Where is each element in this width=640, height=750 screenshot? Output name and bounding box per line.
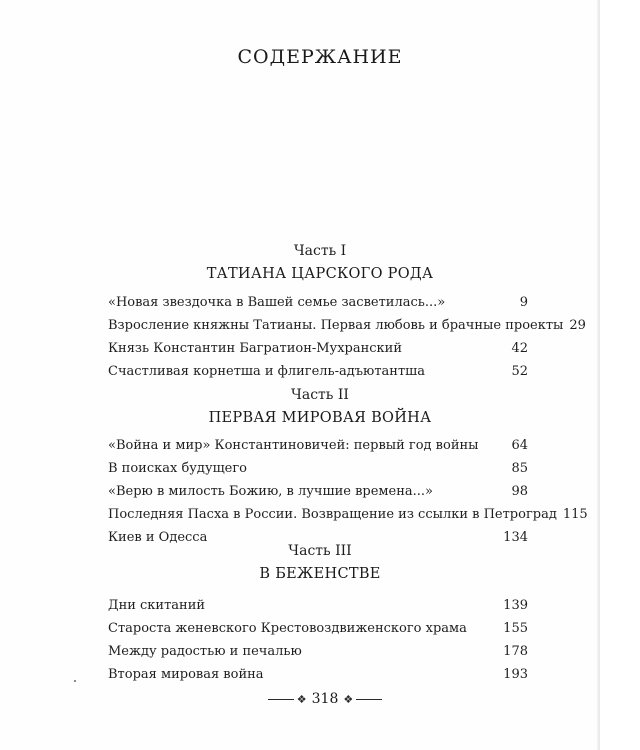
- page-edge-shadow: [597, 0, 600, 750]
- toc-entry-title: Староста женевского Крестовоздвиженского храма: [108, 621, 467, 636]
- toc-entry: [108, 594, 528, 617]
- part-2-heading: [0, 387, 640, 428]
- toc-entry-page: 29: [569, 318, 586, 333]
- page-number: 318: [311, 691, 339, 707]
- toc-entry-page: 9: [519, 295, 528, 310]
- part-3-title: В БЕЖЕНСТВЕ: [259, 566, 381, 582]
- part-2-label: Часть II: [291, 387, 349, 403]
- ornament-line-left: [268, 699, 294, 700]
- toc-entry-title: Взросление княжны Татианы. Первая любовь и брачные проекты: [108, 318, 564, 333]
- toc-entry: [108, 314, 586, 337]
- toc-entry-page: 64: [511, 438, 528, 453]
- toc-entry-title: Последняя Пасха в России. Возвращение из ссылки в Петроград: [108, 507, 557, 522]
- page-footer: [255, 689, 395, 709]
- toc-entry: [108, 434, 528, 457]
- toc-entry-page: 98: [511, 484, 528, 499]
- ornament-right-icon: ❖: [343, 692, 354, 706]
- ornament-line-right: [356, 699, 382, 700]
- toc-entry-title: «Война и мир» Константиновичей: первый год войны: [108, 438, 479, 453]
- toc-entry-title: «Верю в милость Божию, в лучшие времена...»: [108, 484, 433, 499]
- toc-entry: [108, 663, 528, 686]
- part-1-label: Часть I: [293, 243, 347, 259]
- page-title: СОДЕРЖАНИЕ: [237, 46, 403, 68]
- part-3-label: Часть III: [288, 543, 352, 559]
- toc-entry-page: 115: [562, 507, 588, 522]
- toc-entry-title: Вторая мировая война: [108, 667, 264, 682]
- toc-entry-title: Между радостью и печалью: [108, 644, 302, 659]
- part-1-entries: [108, 291, 586, 383]
- toc-entry-page: 42: [511, 341, 528, 356]
- toc-entry: [108, 640, 528, 663]
- toc-entry: [108, 337, 528, 360]
- part-2-entries: [108, 434, 588, 549]
- toc-entry-page: 85: [511, 461, 528, 476]
- toc-entry-page: 193: [503, 667, 528, 682]
- paper-speck: [74, 680, 76, 682]
- toc-entry: [108, 291, 528, 314]
- toc-entry: [108, 360, 528, 383]
- toc-entry-page: 52: [511, 364, 528, 379]
- part-1-heading: [0, 243, 640, 284]
- part-1-title: ТАТИАНА ЦАРСКОГО РОДА: [206, 266, 434, 282]
- part-2-title: ПЕРВАЯ МИРОВАЯ ВОЙНА: [208, 410, 432, 426]
- part-3-heading: [0, 543, 640, 584]
- toc-entry-title: В поисках будущего: [108, 461, 248, 476]
- toc-entry-title: Счастливая корнетша и флигель-адъютантша: [108, 364, 425, 379]
- toc-entry: [108, 480, 528, 503]
- toc-entry-title: «Новая звездочка в Вашей семье засветилась...»: [108, 295, 446, 310]
- toc-entry-page: 155: [503, 621, 528, 636]
- toc-entry-page: 178: [503, 644, 528, 659]
- part-3-entries: [108, 594, 528, 686]
- toc-entry-title: Киев и Одесса: [108, 530, 208, 545]
- toc-entry: [108, 503, 588, 526]
- ornament-left-icon: ❖: [296, 692, 307, 706]
- toc-entry-page: 139: [503, 598, 528, 613]
- toc-entry-page: 134: [503, 530, 528, 545]
- toc-entry-title: Дни скитаний: [108, 598, 206, 613]
- toc-entry-title: Князь Константин Багратион-Мухранский: [108, 341, 403, 356]
- toc-entry: [108, 457, 528, 480]
- toc-entry: [108, 617, 528, 640]
